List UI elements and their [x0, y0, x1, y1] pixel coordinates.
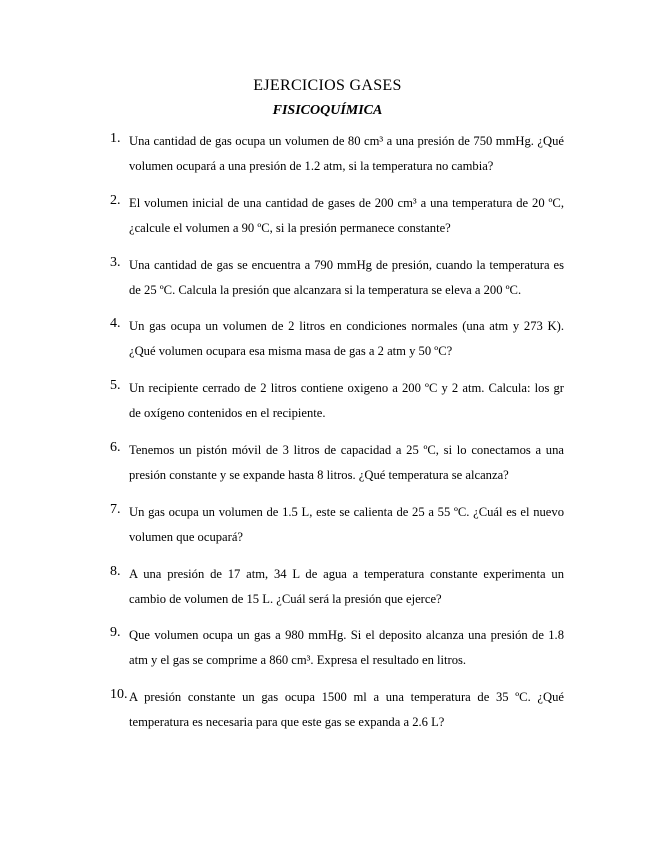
exercise-4: [0, 309, 655, 371]
exercise-text: [129, 314, 564, 364]
exercise-line: temperatura es necesaria para que este gas se expanda a 2.6 L?: [129, 715, 445, 730]
exercise-line: A una presión de 17 atm, 34 L de agua a temperatura constante experimenta un: [129, 566, 564, 581]
exercise-line: volumen que ocupará?: [129, 529, 243, 544]
exercise-text: [129, 253, 564, 303]
exercise-10: [0, 680, 655, 742]
exercise-line: Un recipiente cerrado de 2 litros contiene oxigeno a 200 ºC y 2 atm. Calcula: los gr: [129, 381, 564, 396]
exercise-text: [129, 685, 564, 735]
exercise-number: 2.: [110, 192, 121, 208]
exercise-text: [129, 191, 564, 241]
exercise-line: Que volumen ocupa un gas a 980 mmHg. Si el deposito alcanza una presión de 1.8: [129, 628, 564, 643]
exercise-number: 10.: [110, 687, 128, 703]
exercise-number: 8.: [110, 563, 121, 579]
exercise-text: [129, 129, 564, 179]
exercise-1: [0, 124, 655, 186]
exercise-8: [0, 557, 655, 619]
page-subtitle: FISICOQUÍMICA: [272, 103, 383, 118]
exercise-line: ¿calcule el volumen a 90 ºC, si la presión permanece constante?: [129, 220, 451, 235]
page-title: EJERCICIOS GASES: [253, 77, 402, 94]
exercise-list: [0, 124, 655, 742]
exercise-7: [0, 495, 655, 557]
exercise-line: de 25 ºC. Calcula la presión que alcanzara si la temperatura se eleva a 200 ºC.: [129, 282, 522, 297]
exercise-line: El volumen inicial de una cantidad de gases de 200 cm³ a una temperatura de 20 ºC,: [129, 195, 564, 210]
exercise-line: ¿Qué volumen ocupara esa misma masa de gas a 2 atm y 50 ºC?: [129, 344, 453, 359]
exercise-number: 6.: [110, 439, 121, 455]
exercise-text: [129, 623, 564, 673]
exercise-number: 9.: [110, 625, 121, 641]
exercise-text: [129, 562, 564, 612]
exercise-number: 4.: [110, 316, 121, 332]
exercise-number: 7.: [110, 501, 121, 517]
exercise-line: Una cantidad de gas ocupa un volumen de 80 cm³ a una presión de 750 mmHg. ¿Qué: [129, 134, 564, 148]
exercise-number: 1.: [110, 131, 121, 146]
exercise-3: [0, 248, 655, 310]
exercise-2: [0, 186, 655, 248]
exercise-line: presión constante y se expande hasta 8 litros. ¿Qué temperatura se alcanza?: [129, 467, 509, 482]
exercise-line: cambio de volumen de 15 L. ¿Cuál será la presión que ejerce?: [129, 591, 442, 606]
exercise-line: Un gas ocupa un volumen de 1.5 L, este se calienta de 25 a 55 ºC. ¿Cuál es el nuevo: [129, 504, 564, 519]
exercise-text: [129, 376, 564, 426]
exercise-line: volumen ocupará a una presión de 1.2 atm, si la temperatura no cambia?: [129, 159, 494, 173]
exercise-line: Un gas ocupa un volumen de 2 litros en condiciones normales (una atm y 273 K).: [129, 319, 564, 334]
exercise-6: [0, 433, 655, 495]
exercise-line: atm y el gas se comprime a 860 cm³. Expresa el resultado en litros.: [129, 653, 467, 668]
exercise-text: [129, 500, 564, 550]
exercise-text: [129, 438, 564, 488]
exercise-line: de oxígeno contenidos en el recipiente.: [129, 406, 326, 421]
exercise-line: A presión constante un gas ocupa 1500 ml a una temperatura de 35 ºC. ¿Qué: [129, 690, 564, 705]
exercise-number: 3.: [110, 254, 121, 270]
exercise-number: 5.: [110, 378, 121, 394]
exercise-line: Una cantidad de gas se encuentra a 790 mmHg de presión, cuando la temperatura es: [129, 257, 564, 272]
exercise-line: Tenemos un pistón móvil de 3 litros de capacidad a 25 ºC, si lo conectamos a una: [129, 442, 564, 457]
exercise-5: [0, 371, 655, 433]
exercise-9: [0, 618, 655, 680]
